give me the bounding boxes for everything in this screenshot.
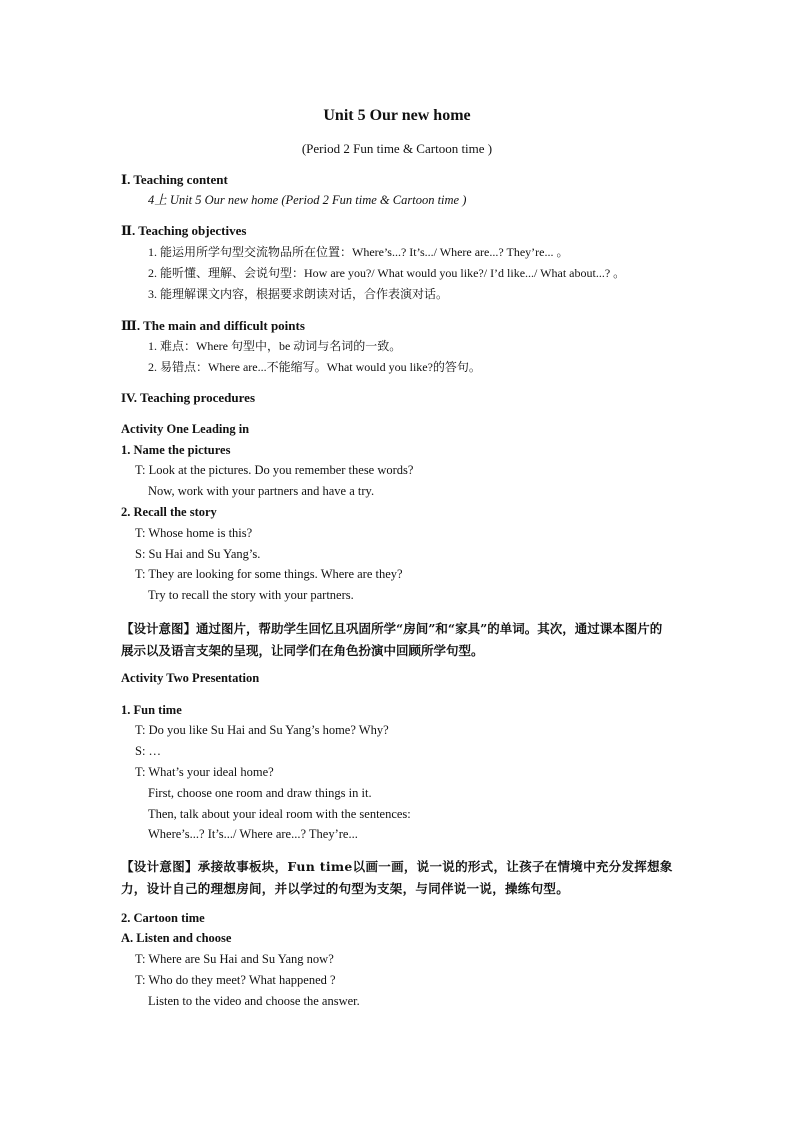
dialogue-line: S: … — [135, 744, 162, 758]
section-teaching-objectives-heading: Ⅱ. Teaching objectives — [121, 223, 247, 238]
activity-one-heading: Activity One Leading in — [121, 422, 250, 436]
objective-item: 2. 能听懂、理解、会说句型：How are you?/ What would you like?/ I’d like.../ What about...? 。 — [148, 266, 626, 280]
section-teaching-content-heading: Ⅰ. Teaching content — [121, 172, 228, 187]
dialogue-line: Try to recall the story with your partners. — [148, 588, 354, 602]
dialogue-line: S: Su Hai and Su Yang’s. — [135, 547, 261, 561]
design-intent-note: 【设计意图】通过图片，帮助学生回忆且巩固所学“房间”和“家具”的单词。其次，通过课本图片的展示以及语言支架的呈现，让同学们在角色扮演中回顾所学句型。 — [121, 621, 663, 658]
teaching-content-text: 4上 Unit 5 Our new home (Period 2 Fun time & Cartoon time ) — [148, 193, 467, 207]
page-title: Unit 5 Our new home — [323, 107, 471, 124]
recall-story-heading: 2. Recall the story — [121, 505, 217, 519]
dialogue-line: Listen to the video and choose the answer. — [148, 994, 360, 1008]
section-procedures-heading: IV. Teaching procedures — [121, 390, 256, 405]
listen-choose-heading: A. Listen and choose — [121, 931, 232, 945]
point-item: 2. 易错点：Where are...不能缩写。What would you like?的答句。 — [148, 360, 481, 374]
dialogue-line: T: Look at the pictures. Do you remember these words? — [135, 463, 414, 477]
dialogue-line: T: What’s your ideal home? — [135, 765, 274, 779]
dialogue-line: T: Do you like Su Hai and Su Yang’s home? Why? — [135, 723, 389, 737]
fun-time-heading: 1. Fun time — [121, 703, 182, 717]
section-main-points-heading: Ⅲ. The main and difficult points — [121, 318, 305, 333]
activity-two-heading: Activity Two Presentation — [121, 671, 260, 685]
dialogue-line: Now, work with your partners and have a try. — [148, 484, 375, 498]
dialogue-line: T: Who do they meet? What happened ? — [135, 973, 336, 987]
dialogue-line: T: They are looking for some things. Where are they? — [135, 567, 403, 581]
dialogue-line: T: Whose home is this? — [135, 526, 253, 540]
cartoon-time-heading: 2. Cartoon time — [121, 911, 205, 925]
page-subtitle: (Period 2 Fun time & Cartoon time ) — [301, 141, 493, 156]
dialogue-line: Then, talk about your ideal room with the sentences: — [148, 807, 411, 821]
dialogue-line: First, choose one room and draw things in it. — [148, 786, 372, 800]
name-pictures-heading: 1. Name the pictures — [121, 443, 231, 457]
point-item: 1. 难点：Where 句型中，be 动词与名词的一致。 — [148, 339, 402, 353]
design-intent-note: 【设计意图】承接故事板块，Fun time以画一画，说一说的形式，让孩子在情境中充分发挥想象力，设计自己的理想房间，并以学过的句型为支架，与同伴说一说，操练句型。 — [121, 859, 673, 896]
objective-item: 3. 能理解课文内容，根据要求朗读对话，合作表演对话。 — [148, 287, 449, 301]
dialogue-line: T: Where are Su Hai and Su Yang now? — [135, 952, 334, 966]
dialogue-line: Where’s...? It’s.../ Where are...? They’re... — [148, 827, 358, 841]
objective-item: 1. 能运用所学句型交流物品所在位置：Where’s...? It’s.../ Where are...? They’re... 。 — [148, 245, 569, 259]
